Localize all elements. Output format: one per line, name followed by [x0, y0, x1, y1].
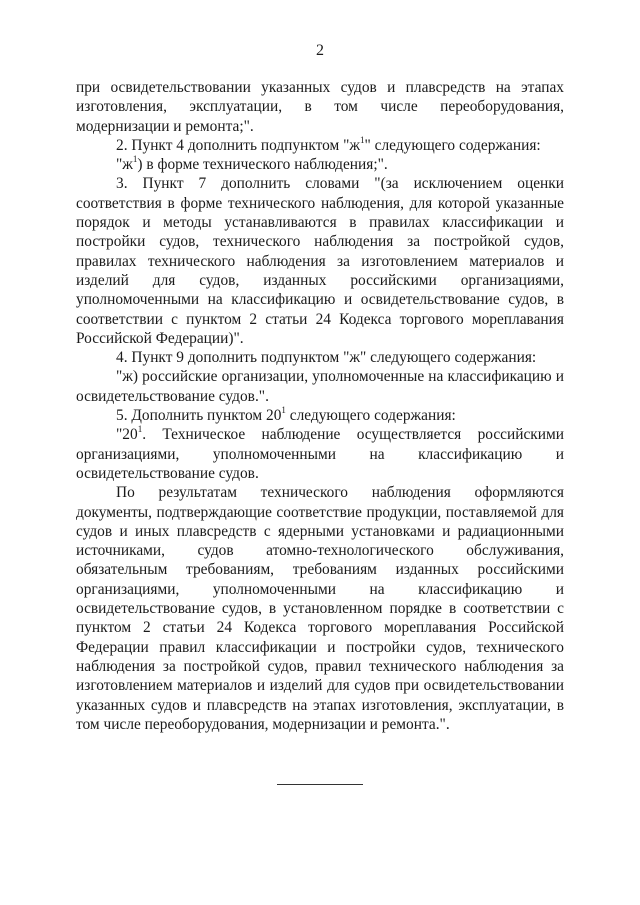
paragraph-item-4: 4. Пункт 9 дополнить подпунктом "ж" следующего содержания:: [116, 349, 537, 367]
paragraph-continuation: при освидетельствовании указанных судов и плавсредств на этапах изготовления, эксплуатации, в том числе переоборудования, модернизации и ремонта;".: [76, 79, 564, 135]
paragraph-item-2-text-end: " следующего содержания:: [364, 136, 541, 154]
superscript-1: 1: [281, 404, 286, 415]
paragraph-subitem-zh1: [76, 155, 564, 174]
paragraph-item-5: [76, 406, 564, 425]
end-separator-line: [277, 784, 363, 785]
superscript-1: 1: [132, 154, 138, 165]
superscript-1: 1: [360, 134, 365, 145]
paragraph-subitem-zh: "ж) российские организации, уполномоченные на классификацию и освидетельствование судов.".: [76, 368, 564, 405]
paragraph-item-3: 3. Пункт 7 дополнить словами "(за исключением оценки соответствия в форме технического наблюдения, для которой указанные порядок и методы устанавливаются в правилах классификации и постройки судов, технического наблюдения за постройкой судов, правилах технического наблюдения за изготовлением материалов и изделий для судов, изданных российскими организациями, уполномоченными на классификацию и освидетельствование судов, в соответствии с пунктом 2 статьи 24 Кодекса торгового мореплавания Российской Федерации)".: [76, 175, 564, 347]
paragraph-clause-20-1: [76, 425, 564, 483]
paragraph-clause-20-1-text-end: . Техническое наблюдение осуществляется российскими организациями, уполномоченными на классификацию и освидетельствование судов.: [76, 426, 564, 482]
page-number: 2: [316, 42, 324, 59]
paragraph-clause-20-1-text: "20: [116, 426, 138, 444]
paragraph-item-5-text: 5. Дополнить пунктом 20: [116, 407, 282, 425]
superscript-1: 1: [137, 424, 143, 435]
paragraph-subitem-zh1-text: "ж: [116, 156, 133, 174]
paragraph-subitem-zh1-text-end: ) в форме технического наблюдения;".: [137, 156, 388, 174]
paragraph-results: По результатам технического наблюдения оформляются документы, подтверждающие соответствие продукции, поставляемой для судов и иных плавсредств с ядерными установками и радиационными источниками, судов атомно-технологического обслуживания, обязательным требованиям, требованиям изданных российскими организациями, уполномоченными на классификацию и освидетельствование судов, в установленном порядке в соответствии с пунктом 2 статьи 24 Кодекса торгового мореплавания Российской Федерации правил классификации и постройки судов, технического наблюдения за постройкой судов, правил технического наблюдения за изготовлением материалов и изделий для судов при освидетельствовании указанных судов и плавсредств на этапах изготовления, эксплуатации, в том числе переоборудования, модернизации и ремонта.".: [76, 484, 564, 733]
paragraph-item-2-text: 2. Пункт 4 дополнить подпунктом "ж: [116, 136, 361, 154]
document-body: [76, 78, 564, 734]
paragraph-item-2: [76, 136, 564, 155]
paragraph-item-5-text-end: следующего содержания:: [285, 407, 456, 425]
